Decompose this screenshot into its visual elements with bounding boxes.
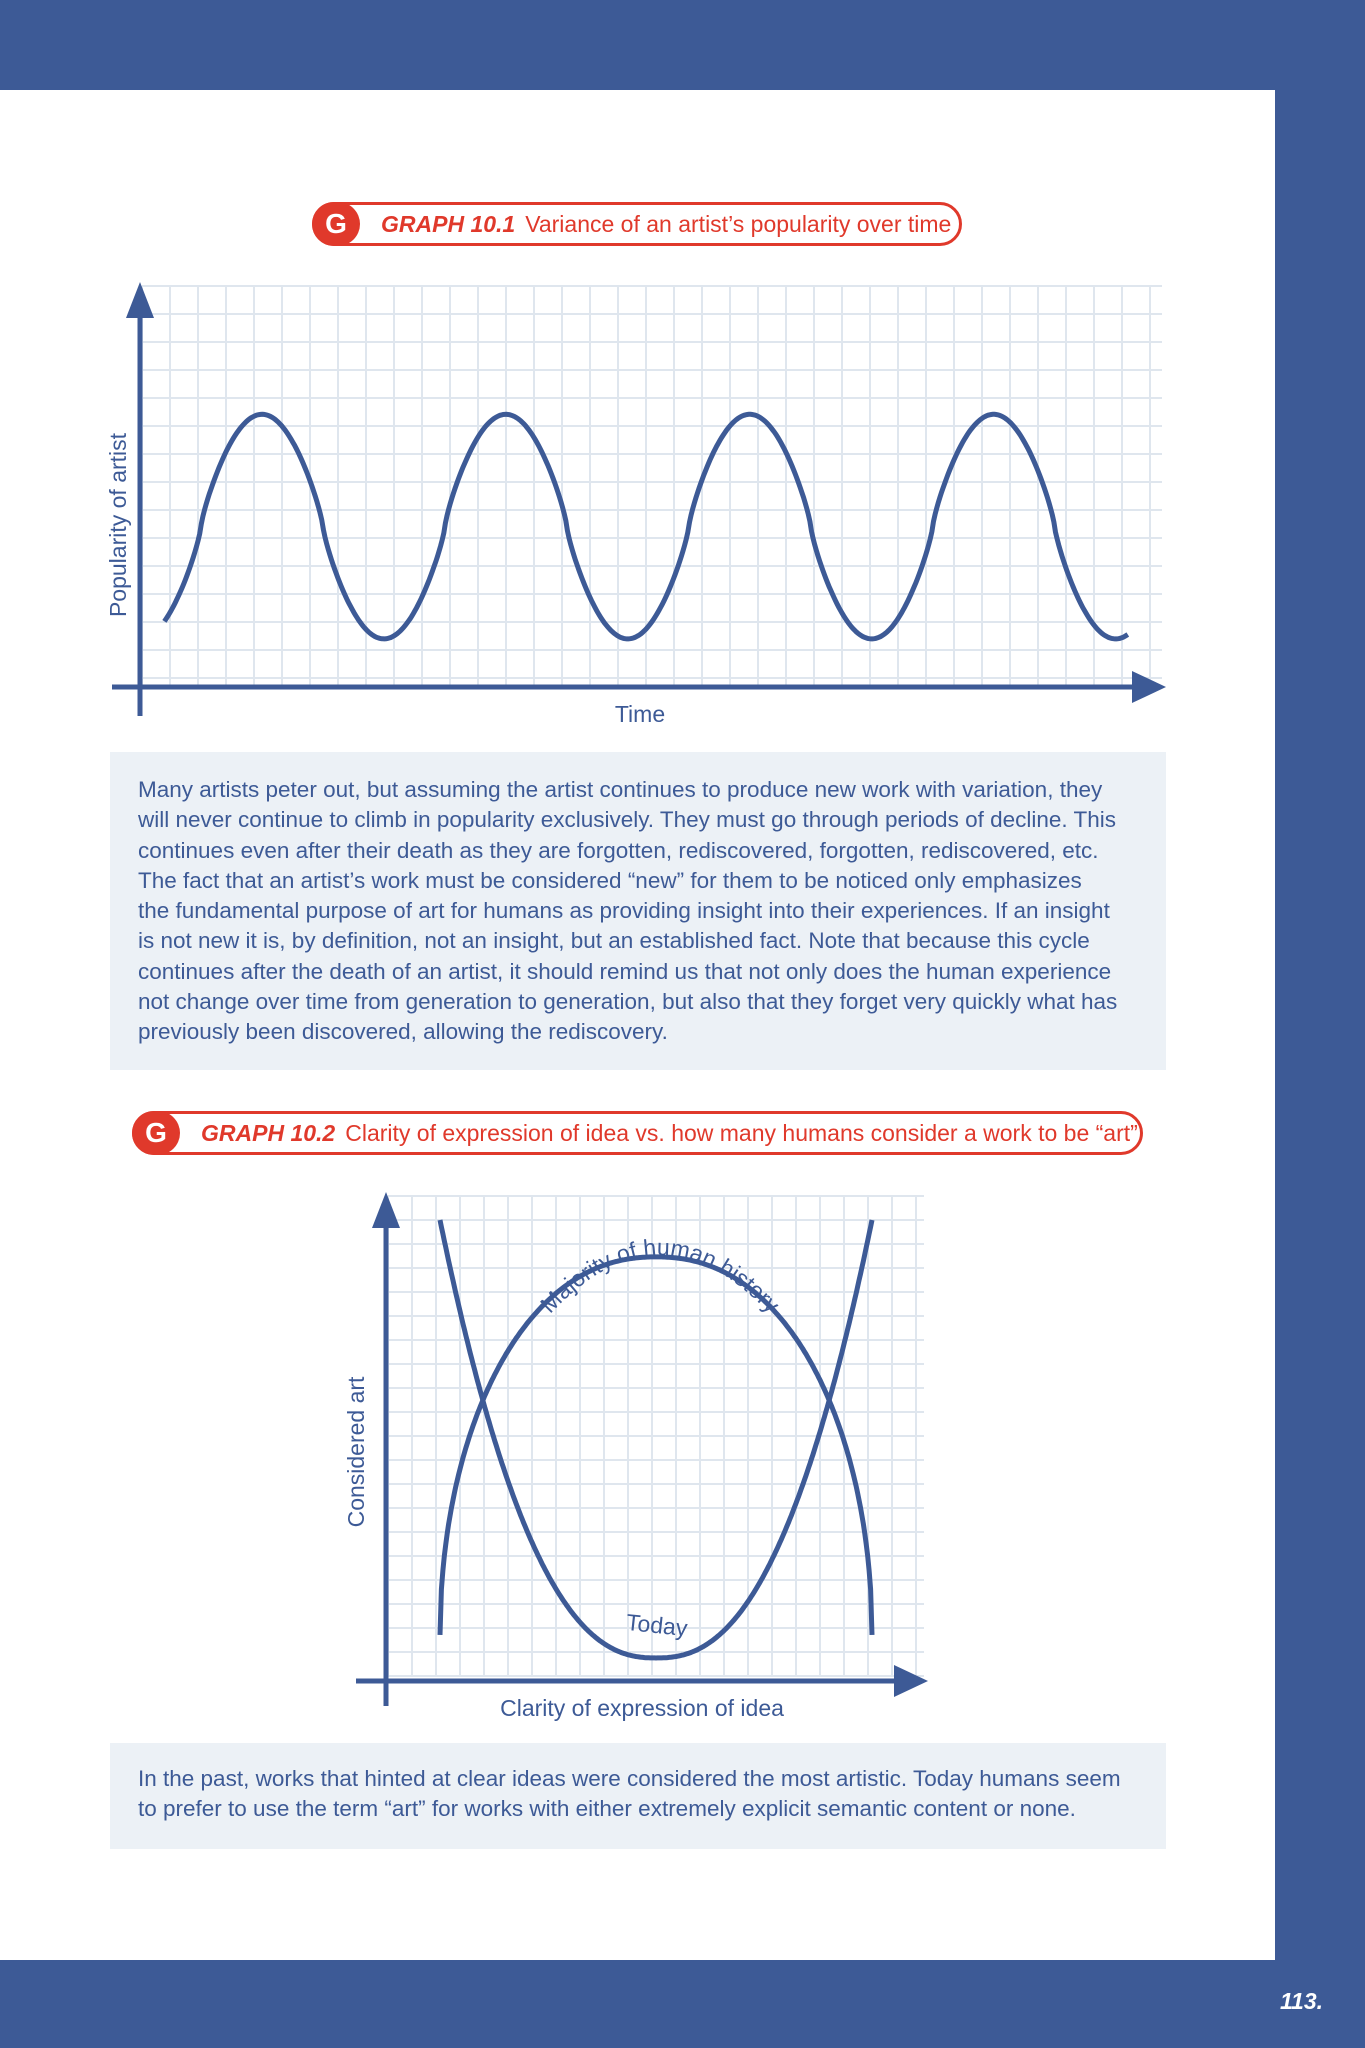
description-2-line: to prefer to use the term “art” for works with either extremely explicit semantic content or none. xyxy=(138,1796,1076,1822)
x-axis-arrow-icon xyxy=(894,1665,928,1697)
series-line-today xyxy=(440,1220,872,1658)
y-axis-arrow-icon xyxy=(372,1192,400,1228)
series-line-majority-of-human-history xyxy=(440,1257,872,1635)
description-1-line: not change over time from generation to generation, but also that they forget very quickly what has xyxy=(138,989,1118,1015)
description-1-line: will never continue to climb in popularity exclusively. They must go through periods of decline. This xyxy=(138,807,1116,833)
description-1-line: The fact that an artist’s work must be considered “new” for them to be noticed only emphasizes xyxy=(138,867,1082,893)
page-number: 113. xyxy=(1279,1988,1323,2014)
graph-number: GRAPH 10.2 xyxy=(201,1119,336,1146)
x-axis-label: Clarity of expression of idea xyxy=(500,1695,784,1721)
graph-number: GRAPH 10.1 xyxy=(381,210,516,237)
graph-badge-icon: G xyxy=(132,1111,180,1155)
description-panel-2 xyxy=(110,1743,1166,1849)
description-1-line: the fundamental purpose of art for humans as providing insight into their experiences. If an insight xyxy=(138,898,1110,924)
annotation-majority-of-human-history: Majority of human history xyxy=(535,1233,785,1318)
description-1-line: continues after the death of an artist, it should remind us that not only does the human experience xyxy=(138,958,1112,984)
y-axis-label: Popularity of artist xyxy=(105,432,131,618)
description-1-line: previously been discovered, allowing the rediscovery. xyxy=(138,1019,668,1045)
description-text-2 xyxy=(138,1764,1138,1825)
graph-title: Variance of an artist’s popularity over time xyxy=(525,210,952,237)
description-1-line: Many artists peter out, but assuming the artist continues to produce new work with variation, they xyxy=(138,777,1103,802)
y-axis-label: Considered art xyxy=(343,1376,369,1528)
graph-badge-icon: G xyxy=(312,202,360,246)
description-1-line: continues even after their death as they are forgotten, rediscovered, forgotten, rediscovered, etc. xyxy=(138,837,1099,863)
description-1-line: is not new it is, by definition, not an insight, but an established fact. Note that because this cycle xyxy=(138,928,1090,954)
x-axis-label: Time xyxy=(614,701,666,727)
footer-bar xyxy=(0,1960,1365,2048)
annotation-today: Today xyxy=(624,1608,689,1642)
description-2-line: In the past, works that hinted at clear ideas were considered the most artistic. Today humans seem xyxy=(138,1766,1121,1791)
graph-title: Clarity of expression of idea vs. how many humans consider a work to be “art” xyxy=(345,1119,1138,1146)
